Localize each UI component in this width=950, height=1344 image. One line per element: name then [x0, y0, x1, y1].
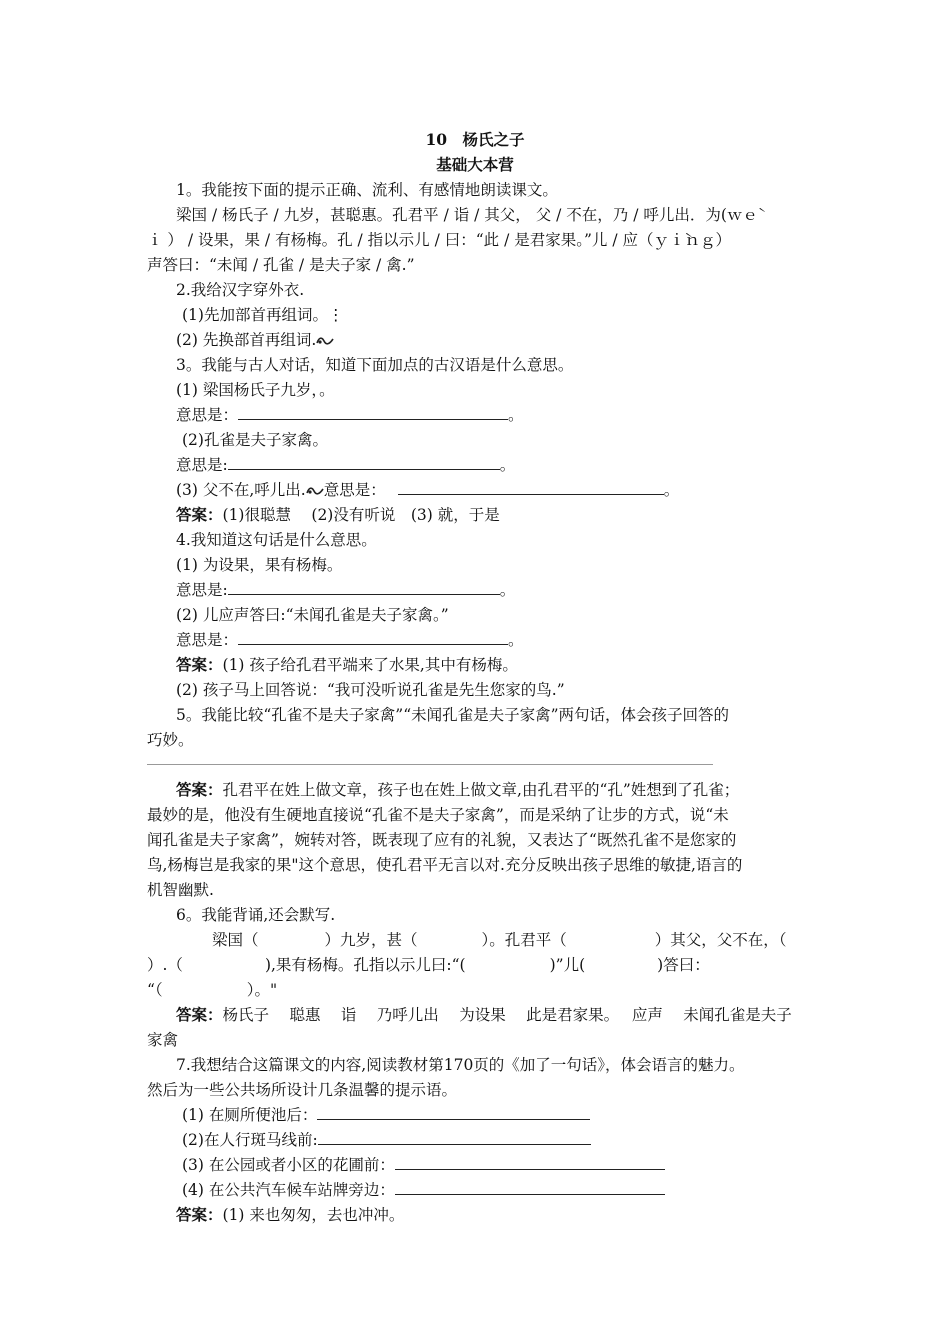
q2-item-2: (2) 先换部首再组词.: [176, 331, 317, 349]
q4-item-2: (2) 儿应声答曰:“未闻孔雀是夫子家禽。”: [176, 606, 449, 624]
q4-answer-row-1: [176, 655, 518, 675]
q7-item-3-row: [182, 1155, 665, 1175]
q4-item-1: (1) 为设果，果有杨梅。: [176, 556, 343, 574]
q1-text-line-2: ｉ ） / 设果，果 / 有杨梅。孔 / 指以示儿 / 曰：“此 / 是君家果。”儿 / 应（ｙｉ̀ｎｇ）: [147, 231, 731, 249]
q5-prompt-1: 5。我能比较“孔雀不是夫子家禽”“未闻孔雀是夫子家禽”两句话，体会孩子回答的: [176, 706, 730, 724]
q3-item-3: (3) 父不在,呼儿出.: [176, 481, 306, 499]
q7-item-2-row: [182, 1130, 591, 1150]
q7-item-3: (3) 在公园或者小区的花圃前：: [182, 1156, 395, 1174]
answer-blank[interactable]: [228, 455, 500, 470]
q3-item-3-row: (3) 父不在,呼儿出. 意思是： 。: [176, 481, 680, 499]
squiggle-mark-icon: [306, 485, 324, 497]
q4-answer-2: (2) 孩子马上回答说：“我可没听说孔雀是先生您家的鸟.”: [176, 681, 565, 699]
q3-meaning-2-row: 意思是: 。: [176, 456, 516, 474]
q7-answer-row: [176, 1205, 404, 1225]
answer-label: 答案：: [176, 1205, 223, 1224]
answer-label: 答案：: [176, 1005, 223, 1024]
answer-blank[interactable]: [238, 630, 508, 645]
answer-blank[interactable]: [398, 480, 664, 495]
q2-prompt: 2.我给汉字穿外衣.: [176, 281, 305, 299]
q6-answer-1: 杨氏子 聪惠 诣 乃呼儿出 为设果 此是君家果。 应声 未闻孔雀是夫子: [222, 1006, 792, 1024]
q5-answer-5: 机智幽默.: [147, 881, 214, 899]
q6-answer-row-1: [176, 1005, 792, 1025]
meaning-label: 意思是：: [176, 406, 239, 424]
q3-item-1: (1) 梁国杨氏子九岁，。: [176, 381, 335, 399]
answer-blank[interactable]: [395, 1180, 665, 1195]
answer-label: 答案：: [176, 505, 223, 524]
q7-item-2: (2)在人行斑马线前:: [182, 1131, 318, 1149]
q5-answer-3: 闻孔雀是夫子家禽”，婉转对答，既表现了应有的礼貌，又表达了“既然孔雀不是您家的: [147, 831, 737, 849]
meaning-label: 意思是：: [323, 481, 386, 499]
q7-item-4-row: [182, 1180, 665, 1200]
q6-prompt: 6。我能背诵,还会默写.: [176, 906, 336, 924]
q4-prompt: 4.我知道这句话是什么意思。: [176, 531, 377, 549]
q1-prompt: 1。我能按下面的提示正确、流利、有感情地朗读课文。: [176, 181, 558, 199]
answer-label: 答案：: [176, 655, 223, 674]
answer-blank[interactable]: [318, 1130, 591, 1145]
q5-answer-1: 孔君平在姓上做文章，孩子也在姓上做文章,由孔君平的“孔”姓想到了孔雀；: [222, 781, 740, 799]
q1-text-line-3: 声答曰：“未闻 / 孔雀 / 是夫子家 / 禽.”: [147, 256, 415, 274]
q4-meaning-1-row: 意思是: 。: [176, 581, 516, 599]
meaning-label: 意思是:: [176, 456, 228, 474]
q5-answer-row-1: [176, 780, 739, 800]
q6-recite-line-3: “（ ）。": [147, 981, 278, 999]
q7-answer: (1) 来也匆匆，去也冲冲。: [222, 1206, 405, 1224]
q2-item-2-row: [176, 330, 334, 350]
answer-line[interactable]: [147, 764, 713, 765]
q3-meaning-1-row: 意思是： 。: [176, 406, 524, 424]
q1-text-line-1: 梁国 / 杨氏子 / 九岁，甚聪惠。孔君平 / 诣 / 其父， 父 / 不在，乃 / 呼儿出．为(ｗｅ̀: [176, 206, 758, 224]
q6-recite-line-2: ）.（ ),果有杨梅。孔指以示儿曰:“( )”儿( )答曰：: [147, 956, 710, 974]
meaning-label: 意思是：: [176, 631, 239, 649]
q3-item-2: (2)孔雀是夫子家禽。: [182, 431, 328, 449]
q7-prompt-2: 然后为一些公共场所设计几条温馨的提示语。: [147, 1081, 458, 1099]
q7-item-4: (4) 在公共汽车候车站牌旁边：: [182, 1181, 395, 1199]
answer-blank[interactable]: [228, 580, 500, 595]
answer-blank[interactable]: [238, 405, 508, 420]
answer-blank[interactable]: [395, 1155, 665, 1170]
q6-answer-2: 家禽: [147, 1031, 179, 1049]
q4-meaning-2-row: 意思是： 。: [176, 631, 524, 649]
q3-prompt: 3。我能与古人对话，知道下面加点的古汉语是什么意思。: [176, 356, 574, 374]
lesson-title: 10 杨氏之子: [425, 130, 525, 149]
q2-item-1: (1)先加部首再组词。⋮: [182, 306, 344, 324]
q5-answer-4: 鸟,杨梅岂是我家的果"这个意思，使孔君平无言以对.充分反映出孩子思维的敏捷,语言的: [147, 856, 743, 874]
answer-label: 答案：: [176, 780, 223, 799]
q7-item-1: (1) 在厕所便池后：: [182, 1106, 318, 1124]
meaning-label: 意思是:: [176, 581, 228, 599]
q5-prompt-2: 巧妙。: [147, 731, 194, 749]
q3-answer-row: [176, 505, 500, 525]
q3-answer: (1)很聪慧 (2)没有听说 (3) 就，于是: [222, 506, 500, 524]
q4-answer-1: (1) 孩子给孔君平端来了水果,其中有杨梅。: [222, 656, 518, 674]
q7-prompt-1: 7.我想结合这篇课文的内容,阅读教材第170页的《加了一句话》，体会语言的魅力。: [176, 1056, 745, 1074]
squiggle-mark-icon: [316, 335, 334, 347]
q6-recite-line-1: 梁国（ ）九岁，甚（ ）。孔君平（ ）其父，父不在，（: [212, 931, 787, 949]
answer-blank[interactable]: [317, 1105, 590, 1120]
q7-item-1-row: [182, 1105, 590, 1125]
q5-answer-2: 最妙的是，他没有生硬地直接说“孔雀不是夫子家禽”，而是采纳了让步的方式，说“未: [147, 806, 729, 824]
section-subtitle: 基础大本营: [436, 155, 514, 174]
